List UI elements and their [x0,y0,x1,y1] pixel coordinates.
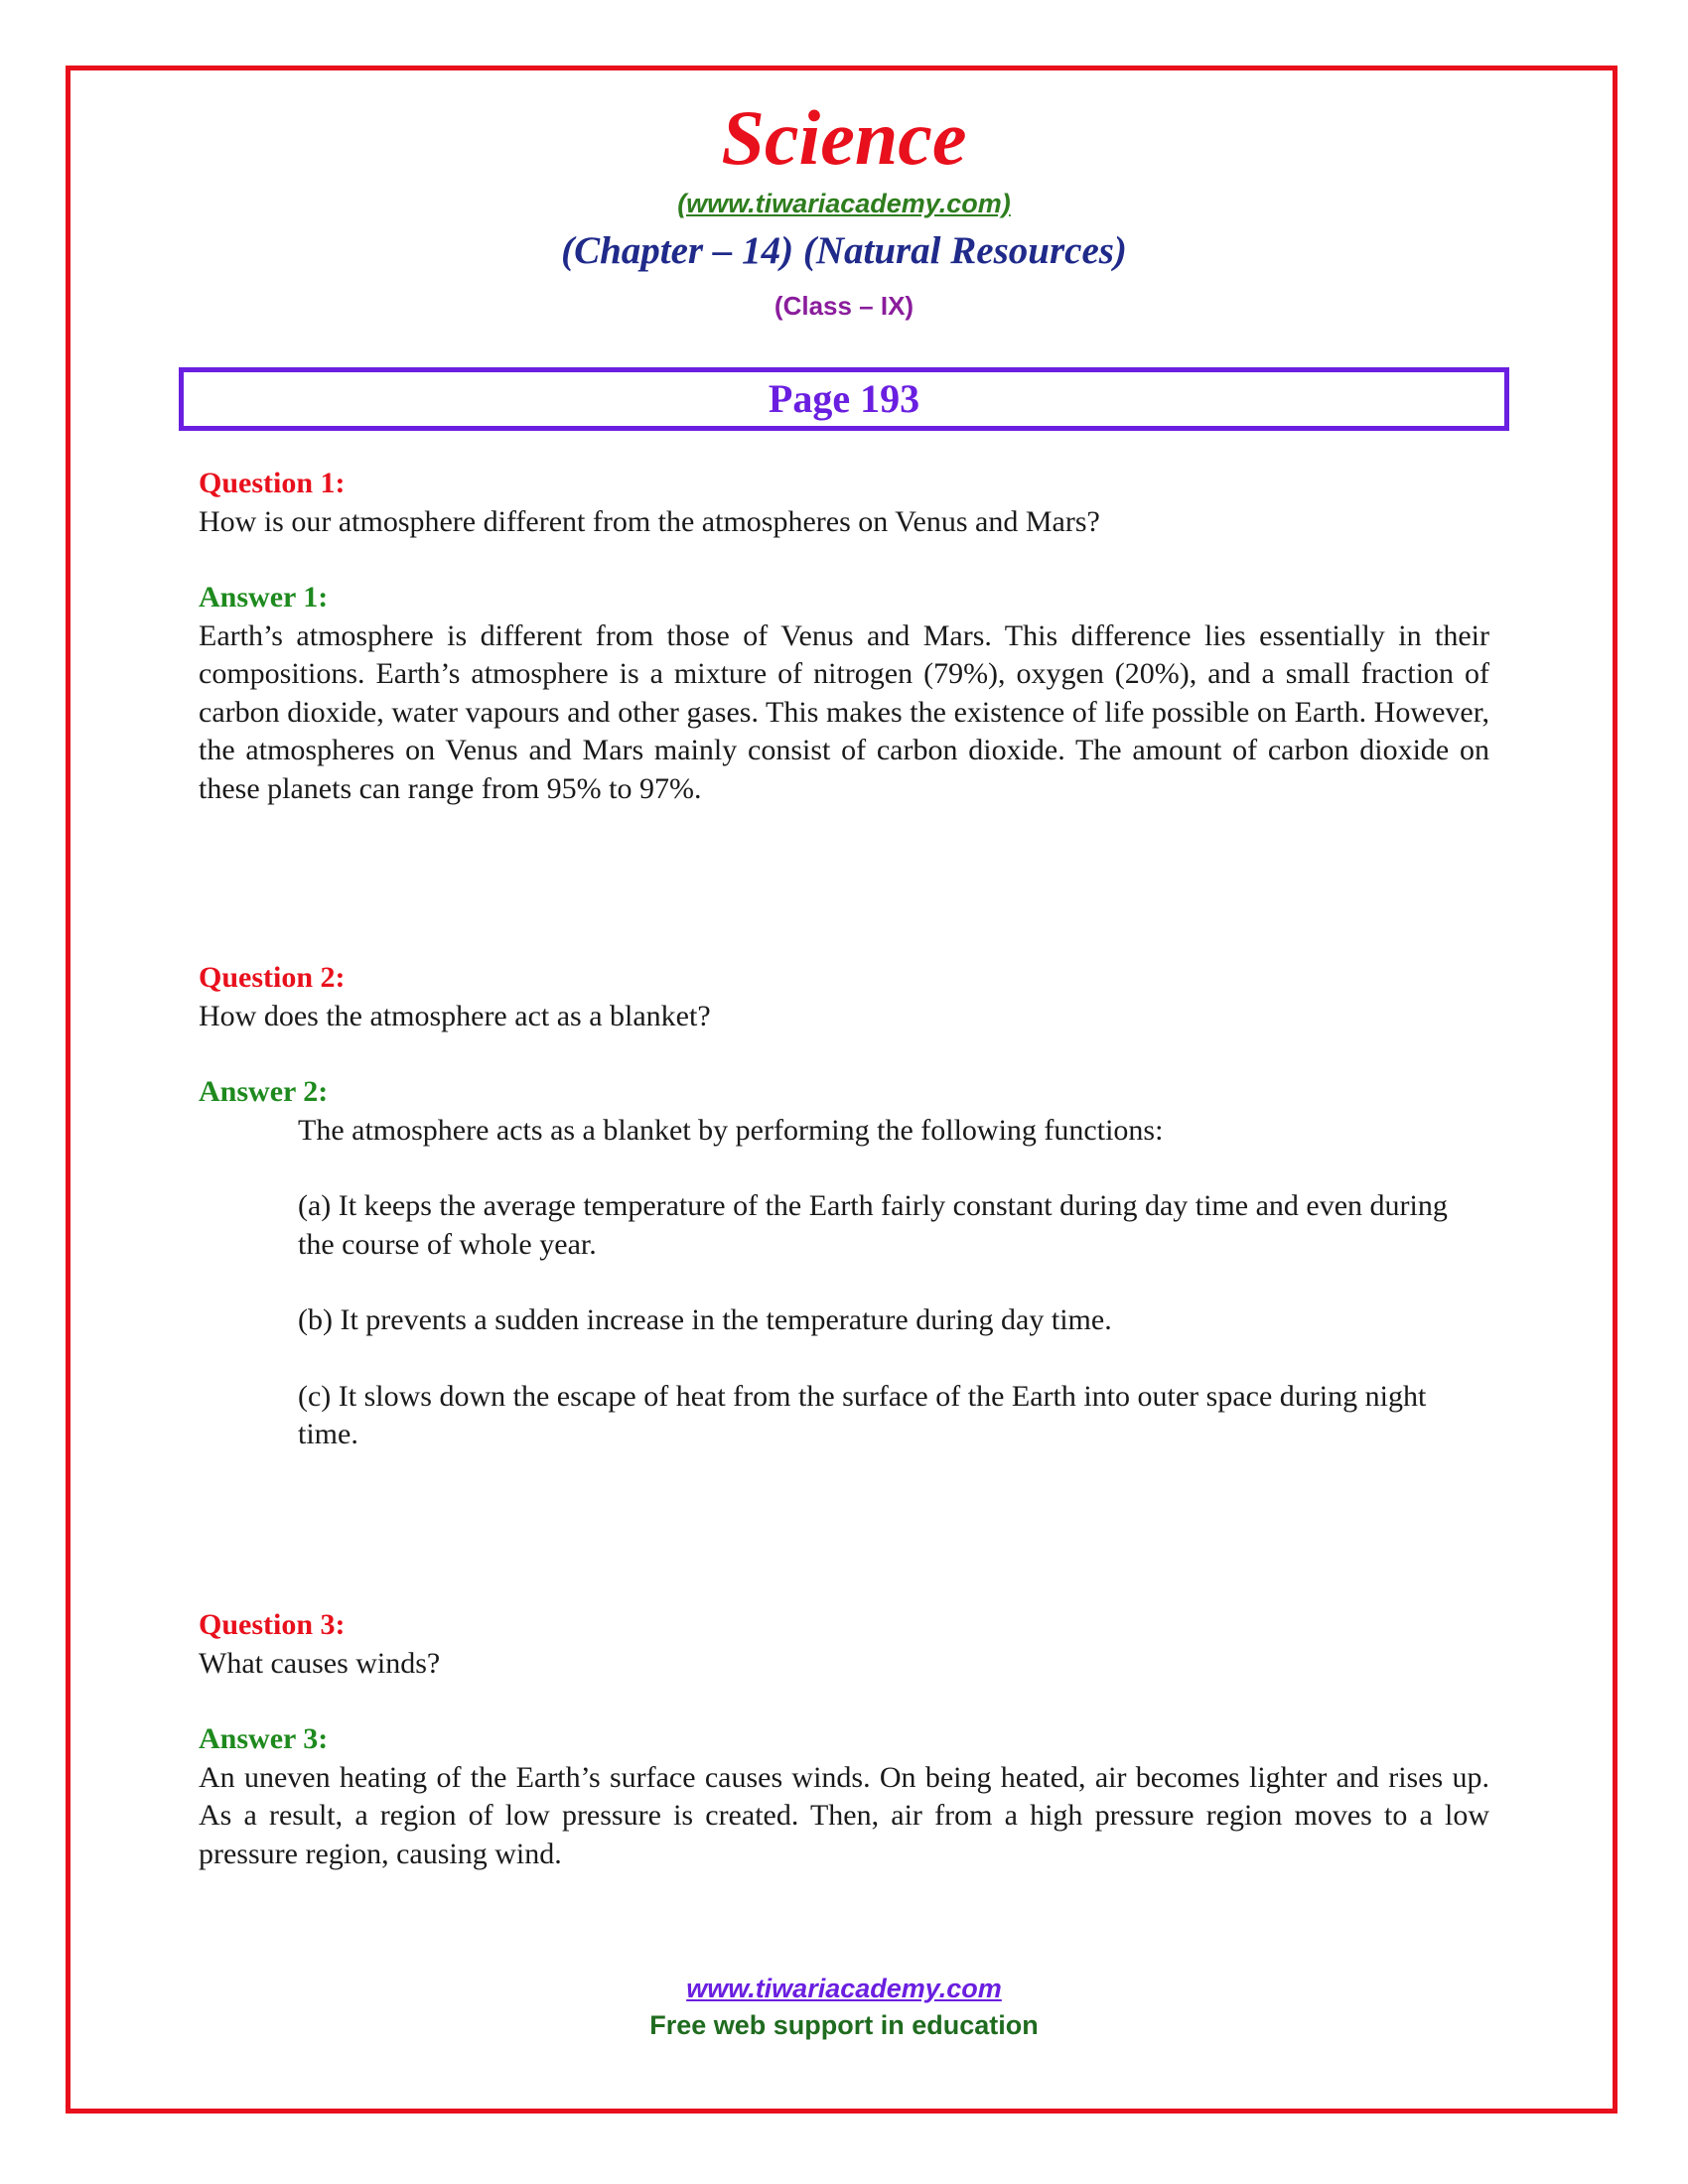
page-number: Page 193 [768,376,920,421]
qa-block-3 [199,1606,1489,1873]
page-title: Science [721,94,967,181]
footer-tagline: Free web support in education [649,2010,1039,2040]
question-text: How does the atmosphere act as a blanket? [199,999,711,1032]
answer-text: Earth’s atmosphere is different from those of Venus and Mars. This difference lies essentially in their compositions. Earth’s atmosphere is a mixture of nitrogen (79%), oxygen (20%), and a small fraction of carbon dioxide, water vapours and other gases. This makes the existence of life possible on Earth. However, the atmospheres on Venus and Mars mainly consist of carbon dioxide. The amount of carbon dioxide on these planets can range from 95% to 97%. [199,618,1489,805]
answer-point-a: (a) It keeps the average temperature of the Earth fairly constant during day time and even during the course of whole year. [298,1189,1448,1261]
answer-label: Answer 3: [199,1722,329,1755]
answer-point-b: (b) It prevents a sudden increase in the temperature during day time. [298,1303,1112,1336]
question-text: What causes winds? [199,1646,441,1680]
answer-point-c: (c) It slows down the escape of heat from the surface of the Earth into outer space during night time. [298,1379,1427,1450]
page-number-box [179,367,1509,431]
question-text: How is our atmosphere different from the atmospheres on Venus and Mars? [199,504,1100,538]
chapter-heading: (Chapter – 14) (Natural Resources) [561,229,1127,272]
question-label: Question 3: [199,1608,346,1641]
answer-intro: The atmosphere acts as a blanket by performing the following functions: [298,1113,1164,1147]
qa-block-2 [199,959,1489,1454]
answer-label: Answer 1: [199,581,329,614]
question-label: Question 1: [199,467,346,499]
question-label: Question 2: [199,961,346,994]
class-label: (Class – IX) [774,291,914,321]
answer-text: An uneven heating of the Earth’s surface causes winds. On being heated, air becomes lighter and rises up. As a result, a region of low pressure is created. Then, air from a high pressure region moves to a low pressure region, causing wind. [199,1760,1489,1870]
header-website-link[interactable]: (www.tiwariacademy.com) [677,189,1011,218]
qa-block-1 [199,465,1489,808]
footer-website-link[interactable]: www.tiwariacademy.com [686,1974,1002,2003]
answer-label: Answer 2: [199,1075,329,1108]
